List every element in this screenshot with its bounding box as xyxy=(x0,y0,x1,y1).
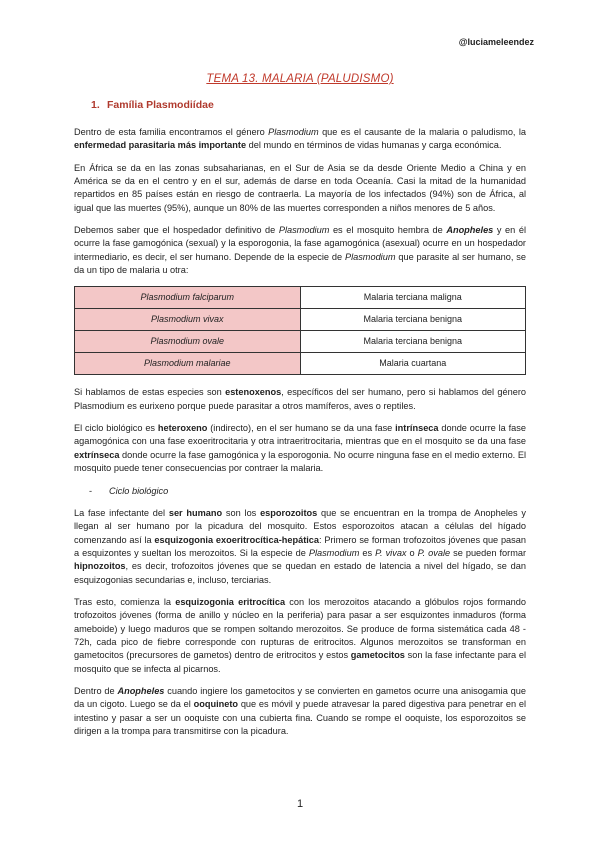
paragraph-specificity: Si hablamos de estas especies son estenoxenos, específicos del ser humano, pero si hablamos del género Plasmodium es eurixeno porque puede parasitar a otros mamíferos, aves o reptiles. xyxy=(74,387,526,411)
section-number: 1. xyxy=(91,99,100,111)
malaria-type-cell: Malaria terciana maligna xyxy=(300,287,526,309)
table-row xyxy=(75,331,526,353)
paragraph-erythrocytic-phase: Tras esto, comienza la esquizogonia eritrocítica con los merozoitos atacando a glóbulos rojos formando trofozoitos jóvenes (forma de anillo y núcleo en la periferia) para pasar a ser esquizontes inmaduros (forma ameboide) y luego maduros que se rompen soltando merozoitos. Se produce de forma sistemática cada 48 - 72h, cada pico de fiebre corresponde con rupturas de eritrocitos. Algunos merozoitos se transforman en gametocitos (precursores de gametos) dentro de eritrocitos y estos gametocitos son la fase infectante para el mosquito que se infecta al picarnos. xyxy=(74,596,526,674)
section-title: Família Plasmodiídae xyxy=(107,99,214,111)
section-heading xyxy=(91,98,214,113)
malaria-type-cell: Malaria terciana benigna xyxy=(300,331,526,353)
table-row xyxy=(75,353,526,375)
paragraph-cycle-overview: El ciclo biológico es heteroxeno (indirecto), en el ser humano se da una fase intrínseca donde ocurre la fase agamogónica con una fase exoeritrocitaria y otra intraeritrocitaria, mientras que en el mosquito se da una fase extrínseca donde ocurre la fase gamogónica y la esporogonia. No ocurre ninguna fase en el medio externo. El mosquito puede tener consecuencias por contraer la malaria. xyxy=(74,423,526,474)
paragraph-human-phase: La fase infectante del ser humano son los esporozoitos que se encuentran en la trompa de Anopheles y llegan al ser humano por la picadura del mosquito. Estos esporozoitos atacan a células del hígado comenzando así la esquizogonia exoeritrocítica-hepática: Primero se forman trofozoitos jóvenes que pasan a esquizontes y sueltan los merozoitos. Si la especie de Plasmodium es P. vivax o P. ovale se pueden formar hipnozoitos, es decir, trofozoitos jóvenes que se quedan en estado de latencia a nivel del hígado, se dan esquizogonias secundarias e, incluso, terciarias. xyxy=(74,507,527,585)
page-title: TEMA 13. MALARIA (PALUDISMO) xyxy=(206,73,394,85)
bullet-dash: - xyxy=(89,485,93,496)
paragraph-host: Debemos saber que el hospedador definitivo de Plasmodium es el mosquito hembra de Anopheles y en él ocurre la fase gamogónica (sexual) y la esporogonia, la fase agamogónica (asexual) ocurre en un hospedador intermediario, es decir, el ser humano. Depende de la especie de Plasmodium que parasite al ser humano, se da un tipo de malaria u otra: xyxy=(74,225,527,276)
species-cell: Plasmodium falciparum xyxy=(75,287,301,309)
author-handle: @luciameleendez xyxy=(458,37,534,47)
page-number: 1 xyxy=(296,798,304,810)
paragraph-distribution: En África se da en las zonas subsaharianas, en el Sur de Asia se da desde Oriente Medio a China y en América se da en el centro y en el sur, además de darse en toda Oceanía. Casi la mitad de la humanidad repartidos en 85 países están en riesgo de contraerla. La mayoría de los infectados (94%) son de África, al igual que las muertes (95%), aunque un 80% de las muertes corresponden a niños menores de 5 años. xyxy=(74,162,526,213)
malaria-type-cell: Malaria terciana benigna xyxy=(300,309,526,331)
species-cell: Plasmodium malariae xyxy=(75,353,301,375)
bullet-label: Ciclo biológico xyxy=(109,485,169,496)
table-row xyxy=(75,309,526,331)
table-row xyxy=(75,287,526,309)
malaria-type-cell: Malaria cuartana xyxy=(300,353,526,375)
paragraph-mosquito-phase: Dentro de Anopheles cuando ingiere los gametocitos y se convierten en gametos ocurre una anisogamia que da un cigoto. Luego se da el ooquineto que es móvil y puede atravesar la pared digestiva para penetrar en el intestino y pasar a ser un ooquiste con una cubierta fina. Cuando se rompe el ooquiste, los esporozoitos se dirigen a la trompa para transmitirse con la picadura. xyxy=(74,685,527,736)
species-cell: Plasmodium vivax xyxy=(75,309,301,331)
main-content xyxy=(74,126,526,747)
subsection-bullet xyxy=(89,485,526,498)
species-table xyxy=(74,286,526,375)
paragraph-intro: Dentro de esta familia encontramos el género Plasmodium que es el causante de la malaria o paludismo, la enfermedad parasitaria más importante del mundo en términos de vidas humanas y carga económica. xyxy=(74,127,527,151)
species-cell: Plasmodium ovale xyxy=(75,331,301,353)
